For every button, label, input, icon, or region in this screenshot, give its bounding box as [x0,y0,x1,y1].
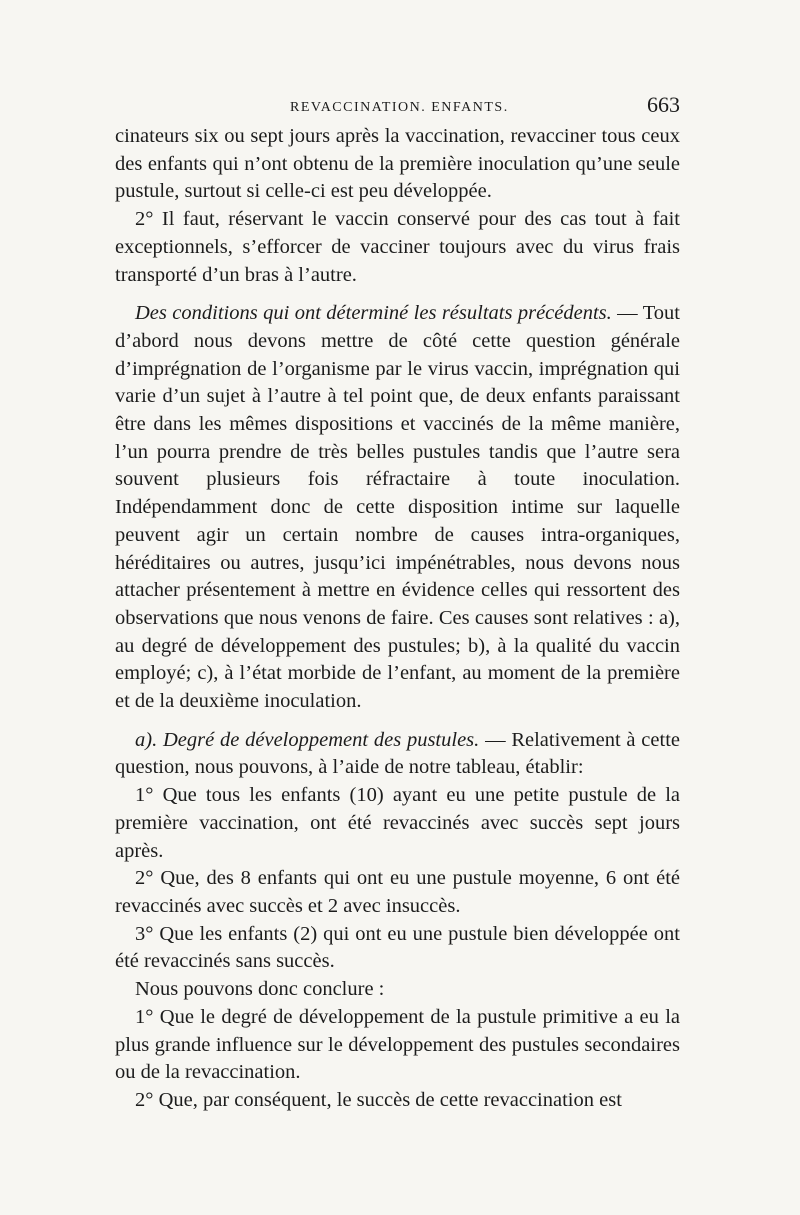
paragraph: 1° Que le degré de développement de la pustule primitive a eu la plus grande influence sur le développement des pustules secondaires ou de la revaccination. [115,1005,680,1084]
running-head: REVACCINATION. ENFANTS. [290,100,509,115]
paragraph: 1° Que tous les enfants (10) ayant eu une petite pustule de la première vaccination, ont été revaccinés avec succès sept jours après. [115,784,680,862]
paragraph: 2° Que, des 8 enfants qui ont eu une pustule moyenne, 6 ont été revaccinés avec succès et 2 avec insuccès. [115,867,680,917]
section-heading: a). Degré de développement des pustules. [135,728,480,751]
paragraph: 3° Que les enfants (2) qui ont eu une pustule bien développée ont été revaccinés sans succès. [115,922,680,973]
paragraph: cinateurs six ou sept jours après la vaccination, revacciner tous ceux des enfants qui n’ont obtenu de la première inoculation qu’une seule pustule, surtout si celle-ci est peu développée. [115,125,680,203]
paragraph: 2° Que, par conséquent, le succès de cette revaccination est [135,1088,622,1111]
paragraph-text: — Tout d’abord nous devons mettre de côté cette question générale d’imprégnation de l’organisme par le virus vaccin, imprégnation qui varie d’un sujet à l’autre à tel point que, de deux enfants paraissant être dans les mêmes dispositions et vaccinés de la même manière, l’un pourra prendre de très belles pustules tandis que l’autre sera souvent plusieurs fois réfractaire à toute inoculation. Indépendamment donc de cette disposition intime sur laquelle peuvent agir un certain nombre de causes intra-organiques, héréditaires ou autres, jusqu’ici impénétrables, nous devons nous attacher présentement à mettre en évidence celles qui ressortent des observations que nous venons de faire. Ces causes sont relatives : a), au degré de développement des pustules; b), à la qualité du vaccin employé; c), à l’état morbide de l’enfant, au moment de la première et de la deuxième inoculation. [115,302,680,713]
paragraph [115,727,680,782]
paragraph [115,300,680,716]
page-number: 663 [647,92,680,117]
paragraph-text: — Relativement à cette question, nous pouvons, à l’aide de notre tableau, établir: [115,728,680,779]
paragraph: 2° Il faut, réservant le vaccin conservé pour des cas tout à fait exceptionnels, s’efforcer de vacciner toujours avec du virus frais transporté d’un bras à l’autre. [115,208,680,286]
paragraph: Nous pouvons donc conclure : [135,978,385,1001]
body-text [115,123,680,1115]
section-heading: Des conditions qui ont déterminé les résultats précédents. [135,302,612,325]
page-header [115,92,680,122]
